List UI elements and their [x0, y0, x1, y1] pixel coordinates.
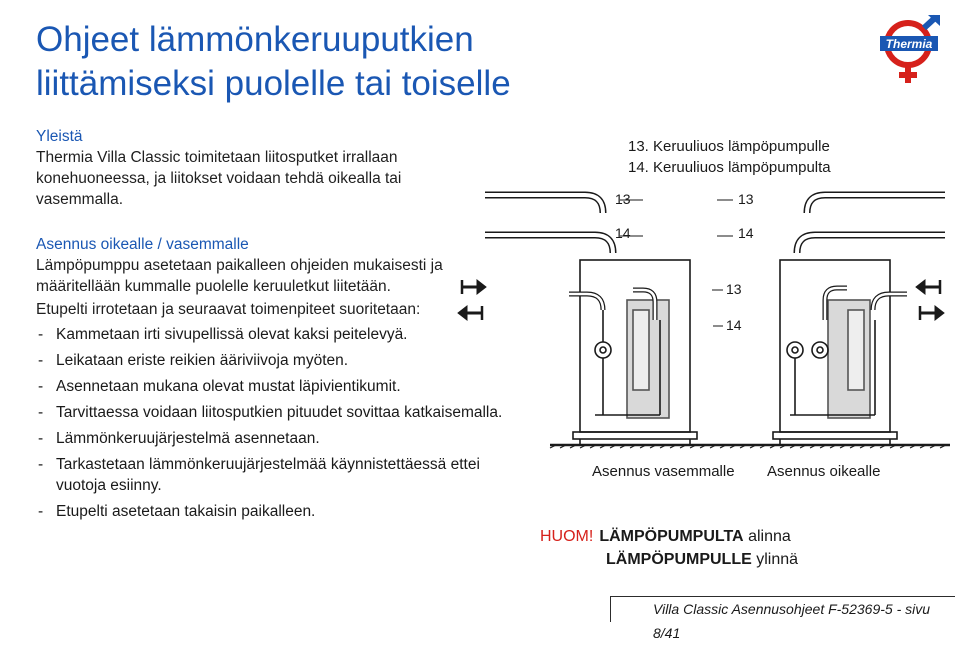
warning-line2-rest: ylinnä	[756, 551, 799, 568]
page-footer: Villa Classic Asennusohjeet F-52369-5 - sivu 8/41	[610, 596, 955, 622]
legend-item-14: 14. Keruuliuos lämpöpumpulta	[628, 159, 831, 176]
label-14-middle: 14	[726, 317, 742, 333]
list-item: - Leikataan eriste reikien ääriviivoja myöten.	[36, 350, 506, 371]
label-14-right: 14	[738, 225, 754, 241]
label-13-middle: 13	[726, 281, 742, 297]
warning-line1-rest: alinna	[748, 528, 791, 545]
installation-diagram	[455, 180, 955, 490]
warning-line2-bold: LÄMPÖPUMPULLE	[606, 551, 752, 568]
general-section	[36, 126, 456, 210]
general-heading: Yleistä	[36, 128, 83, 145]
label-14-left: 14	[615, 225, 631, 241]
page-title	[36, 18, 656, 106]
logo-text: Thermia	[885, 37, 933, 51]
installation-steps	[36, 324, 506, 522]
installation-steps-lead: Etupelti irrotetaan ja seuraavat toimenpiteet suoritetaan:	[36, 301, 421, 318]
caption-left-install: Asennus vasemmalle	[592, 463, 735, 480]
installation-heading: Asennus oikealle / vasemmalle	[36, 236, 249, 253]
legend-item-13: 13. Keruuliuos lämpöpumpulle	[628, 138, 830, 155]
warning-line1-bold: LÄMPÖPUMPULTA	[599, 528, 744, 545]
thermia-logo	[874, 14, 944, 86]
list-item: - Asennetaan mukana olevat mustat läpivientikumit.	[36, 376, 506, 397]
caption-right-install: Asennus oikealle	[767, 463, 881, 480]
warning-note	[540, 525, 798, 571]
list-item: - Lämmönkeruujärjestelmä asennetaan.	[36, 428, 506, 449]
installation-section	[36, 234, 506, 527]
list-item: - Tarkastetaan lämmönkeruujärjestelmää käynnistettäessä ettei vuotoja esiinny.	[36, 454, 486, 496]
label-13-right: 13	[738, 191, 754, 207]
title-line-1: Ohjeet lämmönkeruuputkien	[36, 20, 474, 59]
list-item: - Tarvittaessa voidaan liitosputkien pituudet sovittaa katkaisemalla.	[36, 402, 506, 423]
list-item: - Kammetaan irti sivupellissä olevat kaksi peitelevyä.	[36, 324, 506, 345]
warning-tag: HUOM!	[540, 528, 594, 545]
list-item: - Etupelti asetetaan takaisin paikalleen.	[36, 501, 506, 522]
label-13-left: 13	[615, 191, 631, 207]
title-line-2: liittämiseksi puolelle tai toiselle	[36, 64, 511, 103]
diagram-legend	[628, 136, 831, 178]
general-text: Thermia Villa Classic toimitetaan liitosputket irrallaan konehuoneessa, ja liitokset voidaan tehdä oikealla tai vasemmalla.	[36, 149, 402, 208]
installation-intro: Lämpöpumppu asetetaan paikalleen ohjeiden mukaisesti ja määritellään kummalle puolelle keruuletkut liitetään.	[36, 257, 443, 295]
